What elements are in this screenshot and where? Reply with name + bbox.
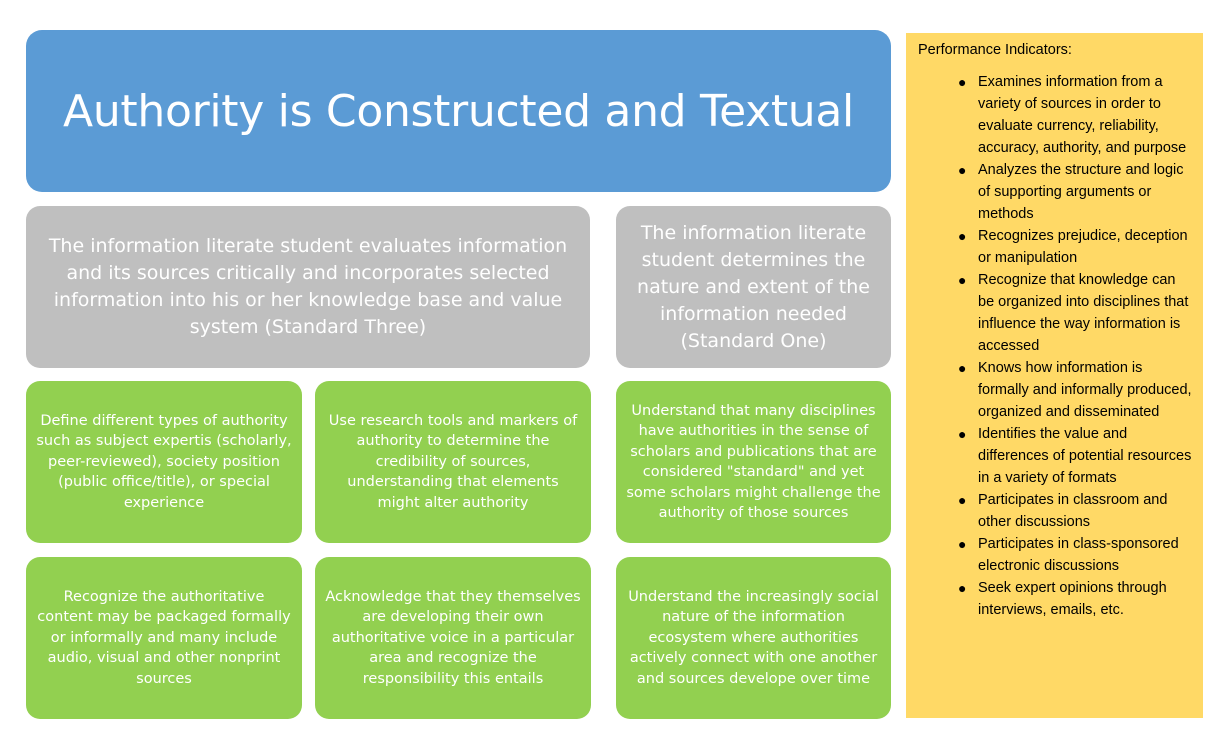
performance-indicators-panel xyxy=(906,33,1203,718)
list-item: ● Participates in classroom and other discussions xyxy=(918,489,1193,533)
title-banner xyxy=(26,30,891,192)
indicator-list xyxy=(918,71,1193,621)
list-item: ● Recognizes prejudice, deception or manipulation xyxy=(918,225,1193,269)
concept-text: Recognize the authoritative content may be packaged formally or informally and many include audio, visual and other nonprint sources xyxy=(37,588,291,687)
list-item: ● Identifies the value and differences of potential resources in a variety of formats xyxy=(918,423,1193,489)
standard-three-box xyxy=(26,206,590,368)
bullet-icon: ● xyxy=(958,580,967,596)
list-item: ● Recognize that knowledge can be organized into disciplines that influence the way information is accessed xyxy=(918,269,1193,357)
list-item: ● Analyzes the structure and logic of supporting arguments or methods xyxy=(918,159,1193,225)
standard-one-text: The information literate student determines the nature and extent of the information needed (Standard One) xyxy=(637,221,870,352)
bullet-icon: ● xyxy=(958,360,967,376)
concept-box-packaging xyxy=(26,557,302,719)
concept-text: Use research tools and markers of authority to determine the credibility of sources, understanding that elements might alter authority xyxy=(328,412,578,511)
standard-three-text: The information literate student evaluates information and its sources critically and incorporates selected information into his or her knowledge base and value system (Standard Three) xyxy=(48,235,568,338)
list-item: ● Knows how information is formally and informally produced, organized and disseminated xyxy=(918,357,1193,423)
concept-text: Define different types of authority such as subject expertis (scholarly, peer-reviewed), society position (public office/title), or special experience xyxy=(36,412,292,511)
panel-heading: Performance Indicators: xyxy=(918,42,1072,58)
bullet-icon: ● xyxy=(958,272,967,288)
concept-box-authority-types xyxy=(26,381,302,543)
bullet-icon: ● xyxy=(958,492,967,508)
concept-text: Acknowledge that they themselves are developing their own authoritative voice in a particular area and recognize the responsibility this entails xyxy=(325,588,581,687)
bullet-icon: ● xyxy=(958,228,967,244)
concept-box-disciplines xyxy=(616,381,891,543)
bullet-icon: ● xyxy=(958,536,967,552)
concept-text: Understand the increasingly social nature of the information ecosystem where authorities actively connect with one another and sources develope over time xyxy=(628,588,879,687)
standard-one-box xyxy=(616,206,891,368)
bullet-icon: ● xyxy=(958,74,967,90)
concept-box-social-ecosystem xyxy=(616,557,891,719)
list-item: ● Participates in class-sponsored electronic discussions xyxy=(918,533,1193,577)
concept-box-research-tools xyxy=(315,381,591,543)
bullet-icon: ● xyxy=(958,426,967,442)
list-item: ● Examines information from a variety of sources in order to evaluate currency, reliability, accuracy, authority, and purpose xyxy=(918,71,1193,159)
bullet-icon: ● xyxy=(958,162,967,178)
concept-text: Understand that many disciplines have authorities in the sense of scholars and publications that are considered "standard" and yet some scholars might challenge the authority of those sources xyxy=(626,402,881,521)
page-title: Authority is Constructed and Textual xyxy=(63,85,854,137)
concept-box-own-voice xyxy=(315,557,591,719)
list-item: ● Seek expert opinions through interviews, emails, etc. xyxy=(918,577,1193,621)
